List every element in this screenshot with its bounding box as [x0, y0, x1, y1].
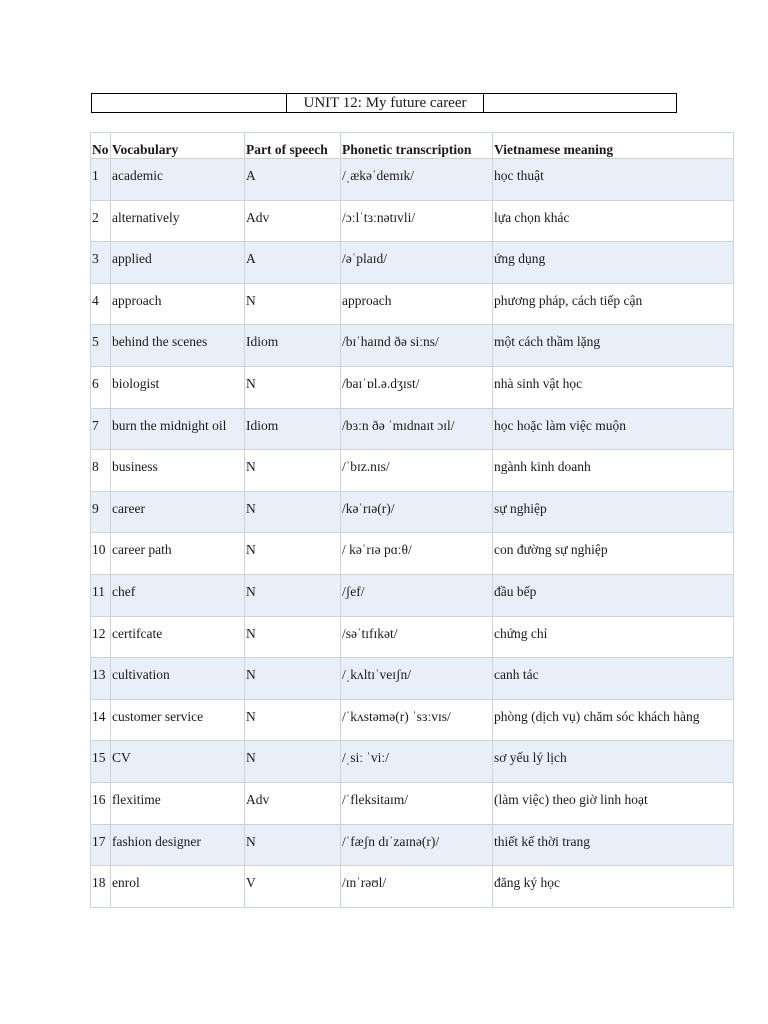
table-row [91, 159, 734, 201]
cell-no: 5 [91, 325, 111, 367]
cell-vocabulary: alternatively [111, 200, 245, 242]
cell-meaning: đầu bếp [493, 574, 734, 616]
cell-no: 13 [91, 658, 111, 700]
cell-meaning: sơ yếu lý lịch [493, 741, 734, 783]
header-part-of-speech: Part of speech [245, 133, 341, 159]
table-row [91, 491, 734, 533]
table-row [91, 366, 734, 408]
cell-no: 3 [91, 242, 111, 284]
table-row [91, 283, 734, 325]
table-row [91, 242, 734, 284]
cell-phonetic: /ˈfleksitaɪm/ [341, 782, 493, 824]
cell-no: 12 [91, 616, 111, 658]
cell-phonetic: /ˈbɪz.nɪs/ [341, 450, 493, 492]
cell-phonetic: /ʃef/ [341, 574, 493, 616]
cell-phonetic: /bɪˈhaɪnd ðə siːns/ [341, 325, 493, 367]
table-body [91, 159, 734, 908]
cell-part-of-speech: Idiom [245, 325, 341, 367]
cell-no: 14 [91, 699, 111, 741]
cell-vocabulary: customer service [111, 699, 245, 741]
cell-meaning: học hoặc làm việc muộn [493, 408, 734, 450]
cell-no: 17 [91, 824, 111, 866]
table-row [91, 782, 734, 824]
cell-vocabulary: career [111, 491, 245, 533]
cell-meaning: canh tác [493, 658, 734, 700]
cell-phonetic: approach [341, 283, 493, 325]
cell-vocabulary: cultivation [111, 658, 245, 700]
cell-phonetic: /ˈfæʃn dɪˈzaɪnə(r)/ [341, 824, 493, 866]
cell-part-of-speech: N [245, 283, 341, 325]
title-box [91, 93, 677, 113]
cell-part-of-speech: N [245, 366, 341, 408]
cell-part-of-speech: V [245, 866, 341, 908]
cell-phonetic: /ɔːlˈtɜːnətɪvli/ [341, 200, 493, 242]
cell-part-of-speech: Adv [245, 782, 341, 824]
cell-no: 6 [91, 366, 111, 408]
cell-no: 1 [91, 159, 111, 201]
cell-phonetic: /ˈkʌstəmə(r) ˈsɜːvɪs/ [341, 699, 493, 741]
table-row [91, 325, 734, 367]
cell-no: 9 [91, 491, 111, 533]
cell-part-of-speech: N [245, 574, 341, 616]
cell-no: 11 [91, 574, 111, 616]
cell-vocabulary: career path [111, 533, 245, 575]
cell-meaning: sự nghiệp [493, 491, 734, 533]
cell-part-of-speech: N [245, 533, 341, 575]
cell-part-of-speech: N [245, 699, 341, 741]
table-row [91, 866, 734, 908]
cell-part-of-speech: N [245, 658, 341, 700]
table-row [91, 699, 734, 741]
cell-meaning: chứng chỉ [493, 616, 734, 658]
table-row [91, 574, 734, 616]
cell-vocabulary: enrol [111, 866, 245, 908]
cell-part-of-speech: N [245, 491, 341, 533]
table-row [91, 741, 734, 783]
header-meaning: Vietnamese meaning [493, 133, 734, 159]
cell-meaning: ngành kinh doanh [493, 450, 734, 492]
cell-vocabulary: approach [111, 283, 245, 325]
cell-vocabulary: behind the scenes [111, 325, 245, 367]
cell-vocabulary: academic [111, 159, 245, 201]
cell-meaning: ứng dụng [493, 242, 734, 284]
cell-no: 16 [91, 782, 111, 824]
cell-no: 8 [91, 450, 111, 492]
cell-part-of-speech: N [245, 616, 341, 658]
cell-meaning: thiết kế thời trang [493, 824, 734, 866]
header-no: No [91, 133, 111, 159]
cell-phonetic: /kəˈrɪə(r)/ [341, 491, 493, 533]
cell-part-of-speech: N [245, 824, 341, 866]
cell-meaning: lựa chọn khác [493, 200, 734, 242]
cell-vocabulary: CV [111, 741, 245, 783]
table-row [91, 450, 734, 492]
cell-part-of-speech: A [245, 242, 341, 284]
cell-meaning: một cách thầm lặng [493, 325, 734, 367]
cell-phonetic: /əˈplaɪd/ [341, 242, 493, 284]
cell-phonetic: /baɪˈɒl.ə.dʒɪst/ [341, 366, 493, 408]
cell-vocabulary: burn the midnight oil [111, 408, 245, 450]
cell-no: 2 [91, 200, 111, 242]
table-row [91, 616, 734, 658]
cell-meaning: con đường sự nghiệp [493, 533, 734, 575]
cell-meaning: phương pháp, cách tiếp cận [493, 283, 734, 325]
header-phonetic: Phonetic transcription [341, 133, 493, 159]
cell-vocabulary: applied [111, 242, 245, 284]
table-row [91, 658, 734, 700]
header-vocabulary: Vocabulary [111, 133, 245, 159]
cell-no: 7 [91, 408, 111, 450]
cell-vocabulary: certifcate [111, 616, 245, 658]
cell-vocabulary: biologist [111, 366, 245, 408]
cell-phonetic: /ɪnˈrəʊl/ [341, 866, 493, 908]
cell-vocabulary: flexitime [111, 782, 245, 824]
vocabulary-table [90, 132, 734, 908]
cell-no: 18 [91, 866, 111, 908]
cell-meaning: (làm việc) theo giờ linh hoạt [493, 782, 734, 824]
cell-no: 15 [91, 741, 111, 783]
cell-phonetic: /ˌsiː ˈviː/ [341, 741, 493, 783]
cell-part-of-speech: N [245, 741, 341, 783]
cell-vocabulary: chef [111, 574, 245, 616]
cell-phonetic: /səˈtɪfɪkət/ [341, 616, 493, 658]
cell-phonetic: /ˌækəˈdemɪk/ [341, 159, 493, 201]
cell-meaning: nhà sinh vật học [493, 366, 734, 408]
cell-meaning: phòng (dịch vụ) chăm sóc khách hàng [493, 699, 734, 741]
table-row [91, 408, 734, 450]
table-row [91, 533, 734, 575]
cell-no: 10 [91, 533, 111, 575]
table-header-row [91, 133, 734, 159]
cell-no: 4 [91, 283, 111, 325]
table-row [91, 200, 734, 242]
cell-vocabulary: fashion designer [111, 824, 245, 866]
cell-phonetic: /ˌkʌltɪˈveɪʃn/ [341, 658, 493, 700]
cell-phonetic: /bɜːn ðə ˈmɪdnaɪt ɔɪl/ [341, 408, 493, 450]
cell-part-of-speech: N [245, 450, 341, 492]
cell-part-of-speech: Adv [245, 200, 341, 242]
cell-phonetic: / kəˈrɪə pɑːθ/ [341, 533, 493, 575]
cell-meaning: học thuật [493, 159, 734, 201]
cell-vocabulary: business [111, 450, 245, 492]
page-title: UNIT 12: My future career [286, 94, 484, 112]
cell-part-of-speech: A [245, 159, 341, 201]
cell-meaning: đăng ký học [493, 866, 734, 908]
cell-part-of-speech: Idiom [245, 408, 341, 450]
table-row [91, 824, 734, 866]
